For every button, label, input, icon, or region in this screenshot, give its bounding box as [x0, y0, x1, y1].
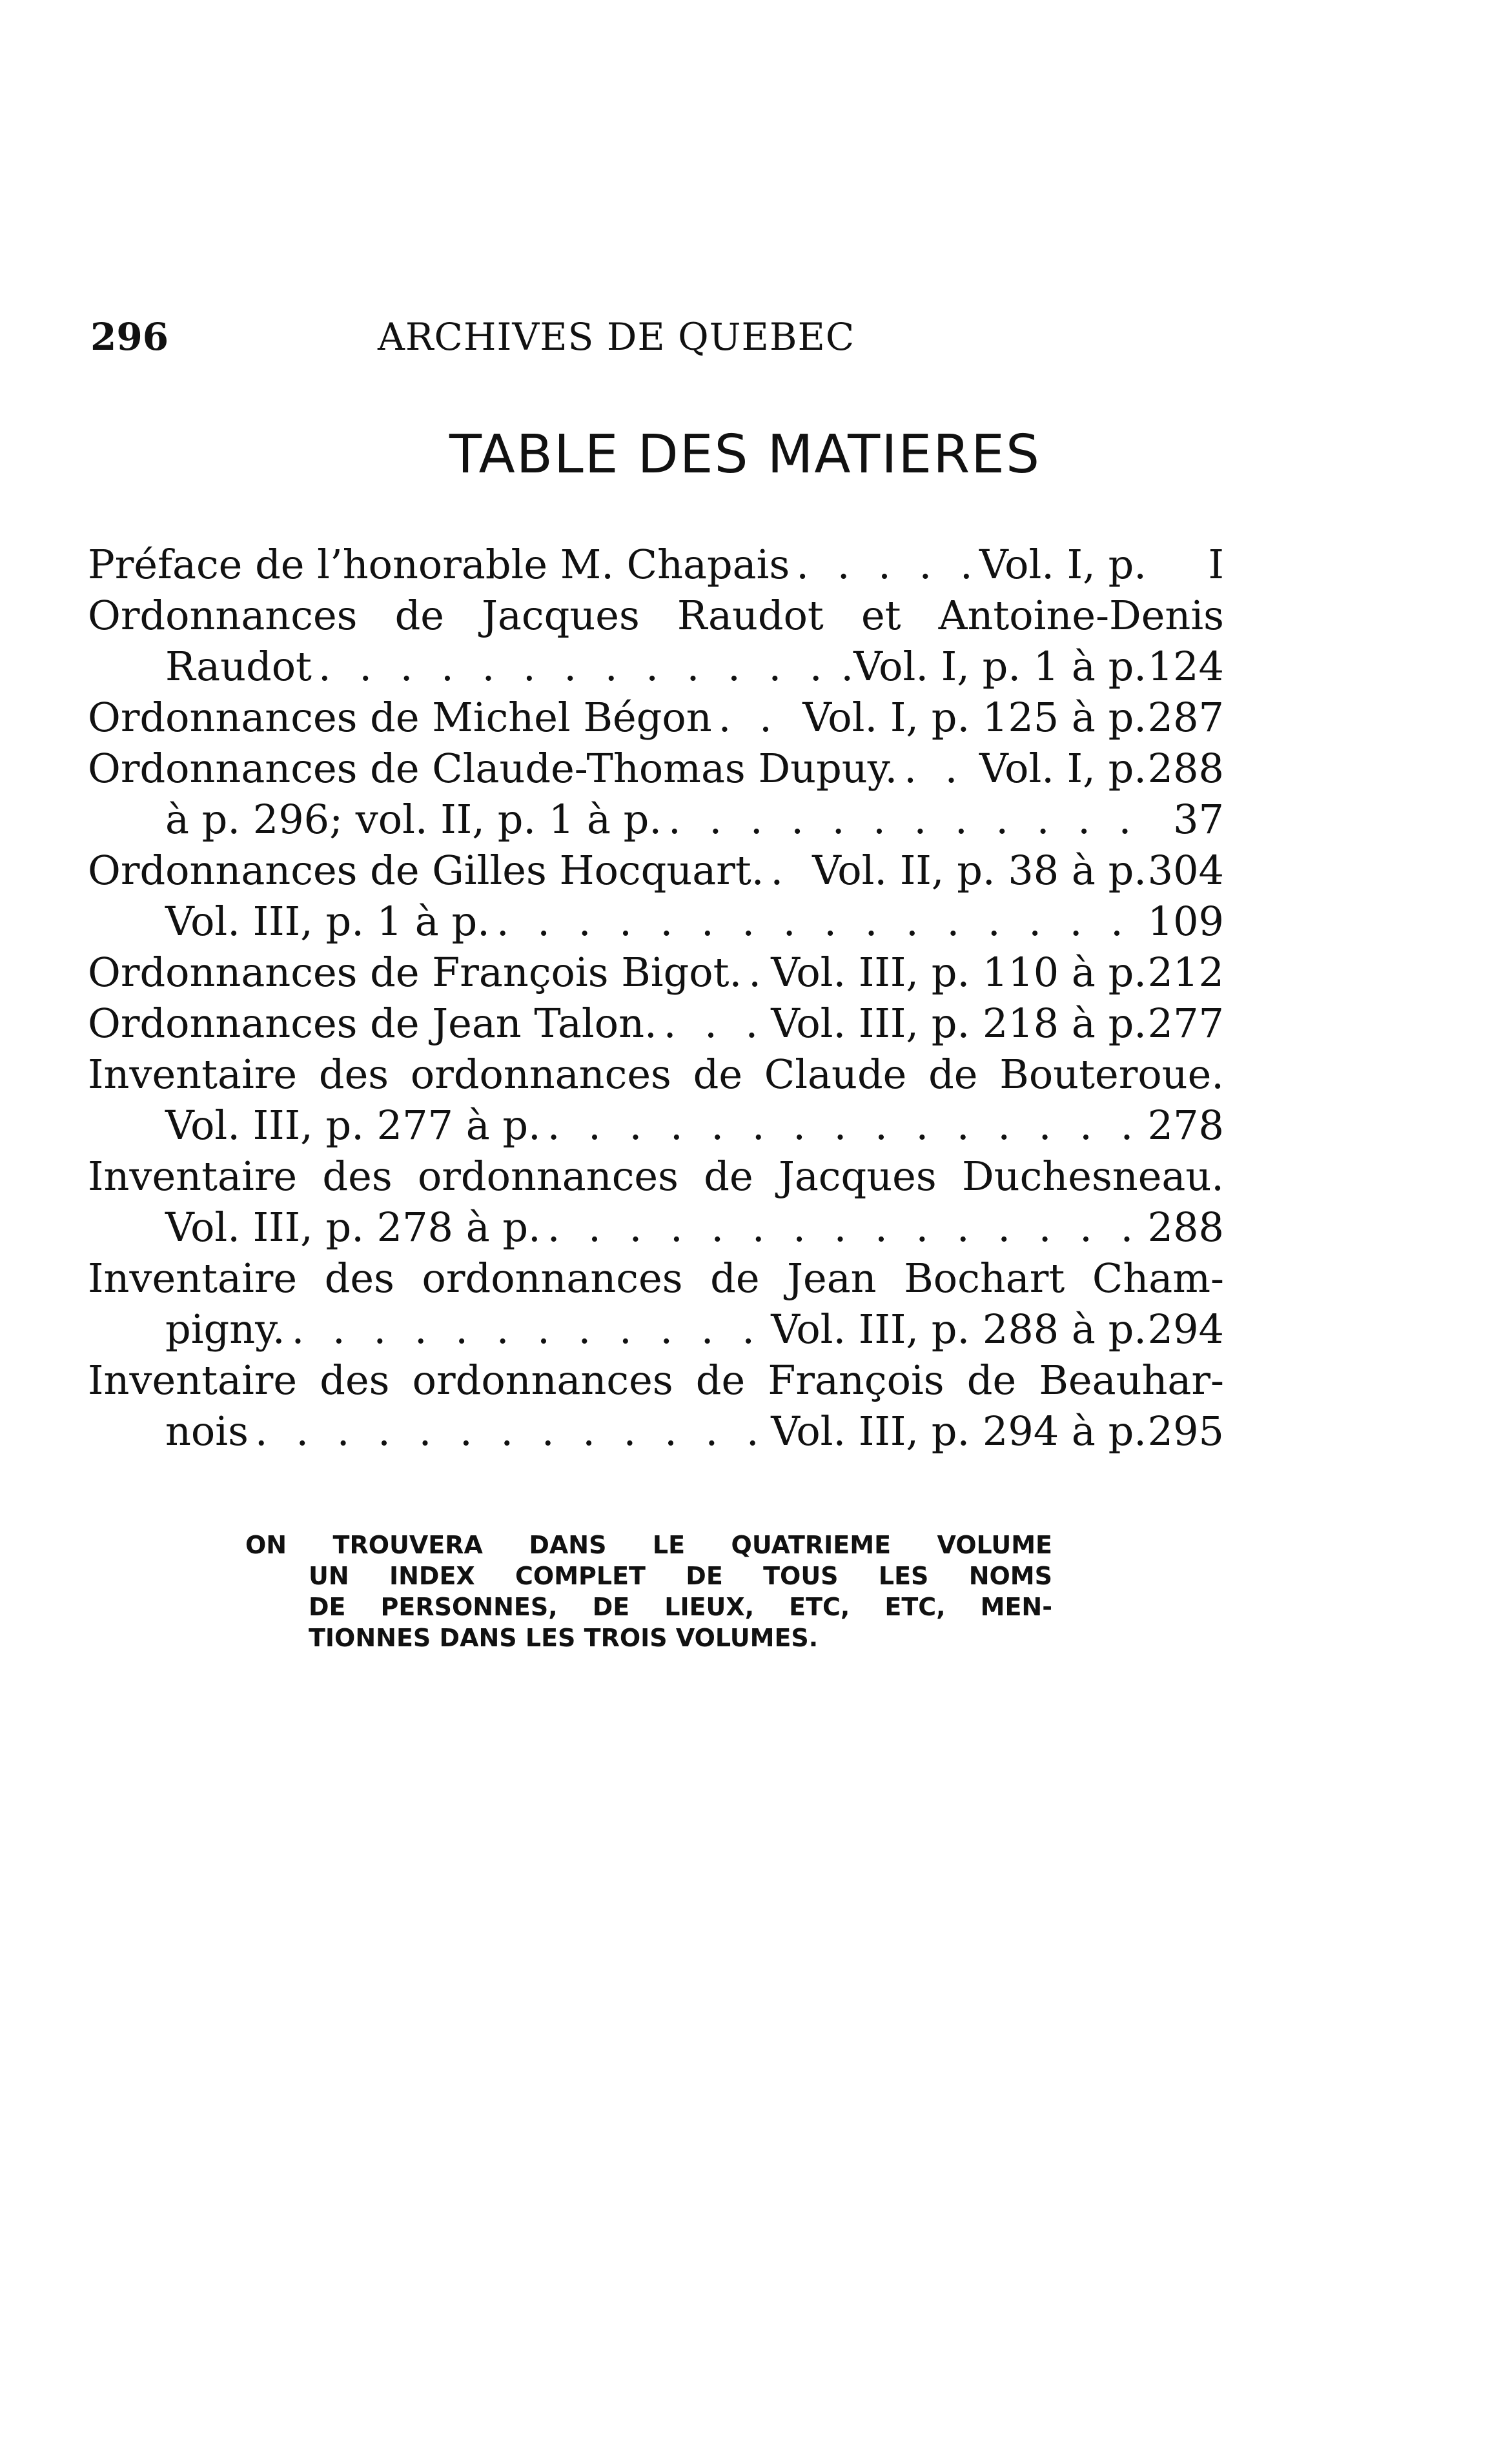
toc-entry-reference: Vol. III, p. 110 à p. — [771, 949, 1147, 996]
toc-entry-title: Inventaire des ordonnances de Jacques Duchesneau. — [88, 1153, 1224, 1200]
leader-dots — [897, 743, 979, 794]
index-note-line: UN INDEX COMPLET DE TOUS LES NOMS — [309, 1562, 1052, 1590]
toc-title: TABLE DES MATIERES — [449, 424, 1041, 485]
leader-dots — [541, 1202, 1147, 1253]
toc-entry-page: 212 — [1147, 949, 1224, 996]
toc-entry-title: Ordonnances de François Bigot. — [88, 949, 742, 996]
leader-dots — [249, 1406, 771, 1457]
toc-entry-title: Ordonnances de Jean Talon. — [88, 1000, 657, 1047]
index-note-line: DE PERSONNES, DE LIEUX, ETC, ETC, MEN- — [309, 1593, 1052, 1621]
leader-dots — [662, 794, 1147, 845]
toc-entry-title: nois — [165, 1408, 249, 1455]
toc-entry-page: 288 — [1147, 745, 1224, 792]
running-head — [90, 311, 1233, 363]
toc-entry-continuation — [88, 1202, 1224, 1253]
toc-entry-reference: .Vol. I, p. 1 à p. — [841, 643, 1147, 690]
leader-dots — [764, 845, 812, 896]
toc-entry-reference: Vol. I, p. — [979, 745, 1147, 792]
leader-dots — [790, 539, 979, 590]
toc-entry — [88, 539, 1224, 590]
leader-dots — [490, 896, 1147, 947]
leader-dots — [312, 641, 841, 692]
toc-entry-page: 294 — [1147, 1306, 1224, 1353]
index-note-line: TIONNES DANS LES TROIS VOLUMES. — [309, 1624, 819, 1652]
toc-entry-title: pigny. — [165, 1306, 285, 1353]
toc-entry-reference: Vol. I, p. 125 à p. — [802, 694, 1147, 741]
leader-dots — [541, 1100, 1147, 1151]
toc-entry-title: Ordonnances de Gilles Hocquart. — [88, 847, 764, 894]
toc-entry — [88, 845, 1224, 896]
toc-entry-page: 109 — [1147, 898, 1224, 945]
toc-entry-title: Ordonnances de Michel Bégon — [88, 694, 712, 741]
toc-entry-title: Raudot — [165, 643, 312, 690]
toc-entry-reference: Vol. II, p. 38 à p. — [812, 847, 1147, 894]
toc-entry — [88, 743, 1224, 794]
toc-entry-page: 278 — [1147, 1102, 1224, 1149]
index-note — [245, 1530, 1052, 1653]
toc-entry-continuation — [88, 896, 1224, 947]
table-of-contents — [88, 539, 1224, 1457]
toc-entry-title: Vol. III, p. 1 à p. — [165, 898, 490, 945]
toc-entry-page: 295 — [1147, 1408, 1224, 1455]
toc-entry-page: 287 — [1147, 694, 1224, 741]
toc-entry-continuation — [88, 794, 1224, 845]
leader-dots — [657, 998, 771, 1049]
toc-entry-continuation — [88, 1406, 1224, 1457]
leader-dots — [742, 947, 771, 998]
toc-entry — [88, 1049, 1224, 1100]
toc-entry-page: 277 — [1147, 1000, 1224, 1047]
toc-entry — [88, 1355, 1224, 1406]
index-note-line: ON TROUVERA DANS LE QUATRIEME VOLUME — [245, 1531, 1052, 1559]
toc-entry-continuation — [88, 1304, 1224, 1355]
toc-entry-title: Vol. III, p. 278 à p. — [165, 1204, 541, 1251]
toc-entry-page: 124 — [1147, 643, 1224, 690]
toc-entry-page: 288 — [1147, 1204, 1224, 1251]
toc-entry-title: Préface de l’honorable M. Chapais — [88, 541, 790, 588]
toc-entry-page: 304 — [1147, 847, 1224, 894]
leader-dots — [712, 692, 803, 743]
toc-entry-continuation — [88, 641, 1224, 692]
toc-entry-reference: Vol. III, p. 294 à p. — [771, 1408, 1147, 1455]
toc-entry — [88, 947, 1224, 998]
toc-entry — [88, 590, 1224, 641]
toc-entry — [88, 1253, 1224, 1304]
toc-entry-continuation — [88, 1100, 1224, 1151]
toc-entry — [88, 1151, 1224, 1202]
toc-entry-title: Ordonnances de Claude-Thomas Dupuy. — [88, 745, 898, 792]
toc-entry — [88, 998, 1224, 1049]
toc-entry-page: I — [1208, 541, 1224, 588]
toc-entry-title: Inventaire des ordonnances de Jean Bochart Cham- — [88, 1255, 1224, 1302]
toc-entry-reference: Vol. III, p. 288 à p. — [771, 1306, 1147, 1353]
running-head-title: ARCHIVES DE QUEBEC — [378, 315, 855, 359]
toc-entry — [88, 692, 1224, 743]
toc-entry-reference: Vol. I, p. — [979, 541, 1147, 588]
toc-entry-title: Inventaire des ordonnances de Claude de Bouteroue. — [88, 1051, 1224, 1098]
toc-entry-title: à p. 296; vol. II, p. 1 à p. — [165, 796, 662, 843]
toc-entry-reference: Vol. III, p. 218 à p. — [771, 1000, 1147, 1047]
toc-entry-title: Vol. III, p. 277 à p. — [165, 1102, 541, 1149]
toc-entry-title: Inventaire des ordonnances de François de Beauhar- — [88, 1357, 1224, 1404]
leader-dots — [285, 1304, 771, 1355]
toc-entry-title: Ordonnances de Jacques Raudot et Antoine-Denis — [88, 592, 1224, 639]
page-number: 296 — [90, 315, 169, 359]
toc-entry-page: 37 — [1173, 796, 1224, 843]
